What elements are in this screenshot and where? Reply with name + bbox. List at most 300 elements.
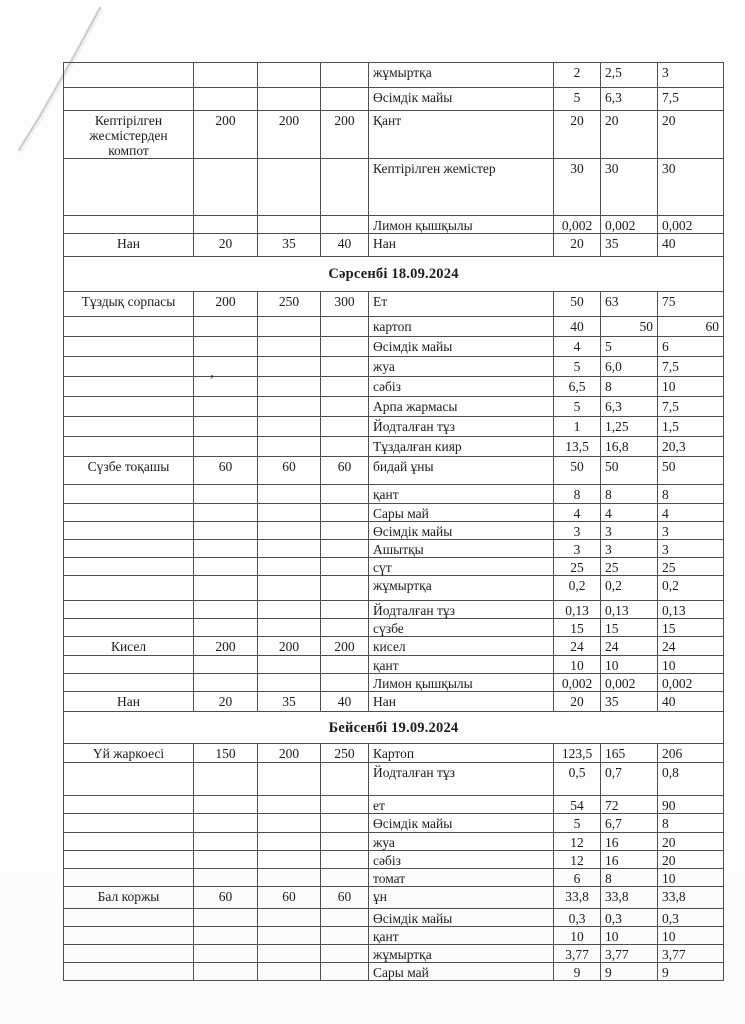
- table-row: [64, 619, 724, 637]
- portion-size-cell: [321, 317, 369, 337]
- table-row: [64, 357, 724, 377]
- portion-size-cell: [321, 656, 369, 674]
- table-row: [64, 575, 724, 600]
- table-row: [64, 908, 724, 926]
- portion-size-cell: [258, 485, 321, 503]
- portion-size-cell: [321, 908, 369, 926]
- quantity-cell: 0,002: [554, 674, 601, 692]
- table-row: [64, 674, 724, 692]
- portion-size-cell: 200: [258, 111, 321, 159]
- quantity-cell: 0,2: [554, 575, 601, 600]
- ingredient-name-cell: Кептірілген жемістер: [369, 159, 554, 216]
- ingredient-name-cell: сәбіз: [369, 850, 554, 868]
- quantity-cell: 60: [658, 317, 724, 337]
- dish-name-cell: [64, 63, 194, 88]
- portion-size-cell: [258, 927, 321, 945]
- quantity-cell: 9: [554, 963, 601, 981]
- portion-size-cell: [321, 619, 369, 637]
- portion-size-cell: 60: [194, 457, 258, 485]
- table-row: [64, 868, 724, 886]
- menu-table: [63, 62, 724, 981]
- quantity-cell: 16,8: [601, 437, 658, 457]
- table-row: [64, 557, 724, 575]
- ingredient-name-cell: Сары май: [369, 963, 554, 981]
- quantity-cell: 10: [658, 656, 724, 674]
- quantity-cell: 40: [658, 692, 724, 712]
- portion-size-cell: [258, 674, 321, 692]
- quantity-cell: 0,3: [601, 908, 658, 926]
- table-row: [64, 850, 724, 868]
- portion-size-cell: [258, 63, 321, 88]
- quantity-cell: 3,77: [658, 945, 724, 963]
- quantity-cell: 0,002: [658, 216, 724, 234]
- portion-size-cell: 60: [194, 886, 258, 908]
- table-row: [64, 692, 724, 712]
- portion-size-cell: [258, 437, 321, 457]
- dish-name-cell: [64, 575, 194, 600]
- quantity-cell: 30: [658, 159, 724, 216]
- portion-size-cell: [258, 159, 321, 216]
- portion-size-cell: [321, 557, 369, 575]
- quantity-cell: 90: [658, 795, 724, 813]
- quantity-cell: 6,5: [554, 377, 601, 397]
- table-row: [64, 963, 724, 981]
- table-row: [64, 762, 724, 795]
- quantity-cell: 7,5: [658, 88, 724, 111]
- ingredient-name-cell: Өсімдік майы: [369, 88, 554, 111]
- quantity-cell: 12: [554, 832, 601, 850]
- ingredient-name-cell: Лимон қышқылы: [369, 216, 554, 234]
- portion-size-cell: [321, 674, 369, 692]
- portion-size-cell: [321, 813, 369, 832]
- portion-size-cell: [321, 503, 369, 521]
- dish-name-cell: Нан: [64, 692, 194, 712]
- table-row: [64, 521, 724, 539]
- portion-size-cell: [194, 762, 258, 795]
- ingredient-name-cell: ет: [369, 795, 554, 813]
- quantity-cell: 75: [658, 292, 724, 317]
- dish-name-cell: [64, 521, 194, 539]
- menu-table-body: [64, 63, 724, 981]
- quantity-cell: 0,002: [554, 216, 601, 234]
- ingredient-name-cell: картоп: [369, 317, 554, 337]
- portion-size-cell: [258, 963, 321, 981]
- quantity-cell: 0,3: [658, 908, 724, 926]
- portion-size-cell: [194, 377, 258, 397]
- portion-size-cell: [194, 337, 258, 357]
- portion-size-cell: 200: [258, 637, 321, 656]
- portion-size-cell: [194, 813, 258, 832]
- quantity-cell: 0,5: [554, 762, 601, 795]
- portion-size-cell: [258, 850, 321, 868]
- portion-size-cell: [258, 557, 321, 575]
- dish-name-cell: [64, 945, 194, 963]
- quantity-cell: 1: [554, 417, 601, 437]
- portion-size-cell: [258, 762, 321, 795]
- quantity-cell: 123,5: [554, 744, 601, 762]
- portion-size-cell: [258, 503, 321, 521]
- dish-name-cell: [64, 539, 194, 557]
- quantity-cell: 10: [658, 868, 724, 886]
- quantity-cell: 16: [601, 832, 658, 850]
- portion-size-cell: [194, 63, 258, 88]
- ingredient-name-cell: Ет: [369, 292, 554, 317]
- ingredient-name-cell: томат: [369, 868, 554, 886]
- dish-name-cell: [64, 813, 194, 832]
- portion-size-cell: 200: [194, 111, 258, 159]
- portion-size-cell: [194, 927, 258, 945]
- portion-size-cell: [194, 963, 258, 981]
- portion-size-cell: 200: [258, 744, 321, 762]
- ingredient-name-cell: Сары май: [369, 503, 554, 521]
- portion-size-cell: [258, 417, 321, 437]
- quantity-cell: 9: [601, 963, 658, 981]
- quantity-cell: 33,8: [554, 886, 601, 908]
- table-row: [64, 927, 724, 945]
- table-row: [64, 417, 724, 437]
- quantity-cell: 10: [658, 377, 724, 397]
- quantity-cell: 20: [658, 111, 724, 159]
- portion-size-cell: [258, 813, 321, 832]
- quantity-cell: 5: [554, 813, 601, 832]
- ingredient-name-cell: жұмыртқа: [369, 63, 554, 88]
- portion-size-cell: [321, 762, 369, 795]
- quantity-cell: 25: [601, 557, 658, 575]
- portion-size-cell: [321, 600, 369, 618]
- portion-size-cell: [321, 417, 369, 437]
- portion-size-cell: [194, 619, 258, 637]
- ingredient-name-cell: Өсімдік майы: [369, 521, 554, 539]
- table-row: [64, 317, 724, 337]
- dish-name-cell: Кептірілген жесмістерден компот: [64, 111, 194, 159]
- quantity-cell: 25: [554, 557, 601, 575]
- quantity-cell: 6,7: [601, 813, 658, 832]
- ingredient-name-cell: Картоп: [369, 744, 554, 762]
- quantity-cell: 15: [658, 619, 724, 637]
- quantity-cell: 0,8: [658, 762, 724, 795]
- dish-name-cell: [64, 437, 194, 457]
- portion-size-cell: [321, 963, 369, 981]
- portion-size-cell: 40: [321, 692, 369, 712]
- table-row: [64, 63, 724, 88]
- quantity-cell: 4: [554, 503, 601, 521]
- portion-size-cell: 60: [321, 457, 369, 485]
- table-row: [64, 292, 724, 317]
- portion-size-cell: 200: [321, 637, 369, 656]
- ingredient-name-cell: Өсімдік майы: [369, 337, 554, 357]
- ink-mark-artifact: ,: [210, 365, 216, 381]
- quantity-cell: 35: [601, 234, 658, 257]
- dish-name-cell: [64, 377, 194, 397]
- portion-size-cell: 200: [321, 111, 369, 159]
- quantity-cell: 25: [658, 557, 724, 575]
- quantity-cell: 1,25: [601, 417, 658, 437]
- portion-size-cell: [258, 868, 321, 886]
- portion-size-cell: [194, 656, 258, 674]
- quantity-cell: 54: [554, 795, 601, 813]
- table-row: [64, 503, 724, 521]
- portion-size-cell: [194, 397, 258, 417]
- table-row: [64, 397, 724, 417]
- table-row: [64, 744, 724, 762]
- quantity-cell: 4: [554, 337, 601, 357]
- quantity-cell: 50: [601, 317, 658, 337]
- quantity-cell: 8: [601, 868, 658, 886]
- quantity-cell: 40: [658, 234, 724, 257]
- ingredient-name-cell: жұмыртқа: [369, 575, 554, 600]
- dish-name-cell: Тұздық сорпасы: [64, 292, 194, 317]
- quantity-cell: 0,002: [658, 674, 724, 692]
- ingredient-name-cell: Нан: [369, 692, 554, 712]
- portion-size-cell: [321, 945, 369, 963]
- table-row: [64, 234, 724, 257]
- table-row: [64, 216, 724, 234]
- quantity-cell: 12: [554, 850, 601, 868]
- quantity-cell: 10: [554, 927, 601, 945]
- portion-size-cell: [258, 619, 321, 637]
- dish-name-cell: [64, 397, 194, 417]
- ingredient-name-cell: Қант: [369, 111, 554, 159]
- portion-size-cell: [194, 868, 258, 886]
- quantity-cell: 3: [554, 521, 601, 539]
- portion-size-cell: 20: [194, 234, 258, 257]
- portion-size-cell: [194, 159, 258, 216]
- table-row: [64, 539, 724, 557]
- dish-name-cell: [64, 485, 194, 503]
- quantity-cell: 9: [658, 963, 724, 981]
- portion-size-cell: 250: [321, 744, 369, 762]
- portion-size-cell: [258, 88, 321, 111]
- quantity-cell: 3,77: [554, 945, 601, 963]
- ingredient-name-cell: сүзбе: [369, 619, 554, 637]
- quantity-cell: 8: [658, 813, 724, 832]
- quantity-cell: 0,7: [601, 762, 658, 795]
- quantity-cell: 20: [658, 850, 724, 868]
- portion-size-cell: [321, 485, 369, 503]
- ingredient-name-cell: қант: [369, 656, 554, 674]
- ingredient-name-cell: Тұздалған кияр: [369, 437, 554, 457]
- quantity-cell: 0,13: [554, 600, 601, 618]
- quantity-cell: 50: [601, 457, 658, 485]
- portion-size-cell: 60: [258, 886, 321, 908]
- dish-name-cell: [64, 963, 194, 981]
- portion-size-cell: [321, 795, 369, 813]
- quantity-cell: 1,5: [658, 417, 724, 437]
- quantity-cell: 30: [554, 159, 601, 216]
- quantity-cell: 50: [554, 292, 601, 317]
- dish-name-cell: Кисел: [64, 637, 194, 656]
- quantity-cell: 8: [554, 485, 601, 503]
- dish-name-cell: [64, 868, 194, 886]
- quantity-cell: 8: [601, 377, 658, 397]
- dish-name-cell: [64, 216, 194, 234]
- ingredient-name-cell: Арпа жармасы: [369, 397, 554, 417]
- table-row: [64, 159, 724, 216]
- table-row: [64, 832, 724, 850]
- portion-size-cell: 300: [321, 292, 369, 317]
- table-row: [64, 377, 724, 397]
- quantity-cell: 33,8: [658, 886, 724, 908]
- portion-size-cell: 35: [258, 692, 321, 712]
- portion-size-cell: [258, 357, 321, 377]
- dish-name-cell: [64, 337, 194, 357]
- quantity-cell: 10: [601, 927, 658, 945]
- portion-size-cell: 40: [321, 234, 369, 257]
- quantity-cell: 3: [554, 539, 601, 557]
- ingredient-name-cell: Өсімдік майы: [369, 908, 554, 926]
- table-row: [64, 600, 724, 618]
- portion-size-cell: [194, 417, 258, 437]
- quantity-cell: 20,3: [658, 437, 724, 457]
- dish-name-cell: [64, 908, 194, 926]
- quantity-cell: 30: [601, 159, 658, 216]
- table-row: [64, 656, 724, 674]
- portion-size-cell: [258, 656, 321, 674]
- ingredient-name-cell: сәбіз: [369, 377, 554, 397]
- quantity-cell: 16: [601, 850, 658, 868]
- quantity-cell: 5: [554, 88, 601, 111]
- portion-size-cell: [321, 337, 369, 357]
- portion-size-cell: [258, 832, 321, 850]
- portion-size-cell: [194, 216, 258, 234]
- portion-size-cell: [194, 437, 258, 457]
- portion-size-cell: [194, 795, 258, 813]
- ingredient-name-cell: Йодталған тұз: [369, 762, 554, 795]
- portion-size-cell: [321, 832, 369, 850]
- quantity-cell: 10: [658, 927, 724, 945]
- quantity-cell: 20: [658, 832, 724, 850]
- quantity-cell: 3: [601, 521, 658, 539]
- quantity-cell: 165: [601, 744, 658, 762]
- portion-size-cell: [321, 539, 369, 557]
- portion-size-cell: [258, 795, 321, 813]
- quantity-cell: 20: [554, 111, 601, 159]
- quantity-cell: 3: [601, 539, 658, 557]
- portion-size-cell: [258, 397, 321, 417]
- table-row: [64, 457, 724, 485]
- table-row: [64, 886, 724, 908]
- portion-size-cell: 200: [194, 292, 258, 317]
- portion-size-cell: [258, 317, 321, 337]
- portion-size-cell: [194, 485, 258, 503]
- quantity-cell: 7,5: [658, 397, 724, 417]
- dish-name-cell: [64, 417, 194, 437]
- portion-size-cell: [258, 600, 321, 618]
- quantity-cell: 20: [554, 692, 601, 712]
- quantity-cell: 4: [658, 503, 724, 521]
- quantity-cell: 2: [554, 63, 601, 88]
- quantity-cell: 63: [601, 292, 658, 317]
- quantity-cell: 8: [601, 485, 658, 503]
- ingredient-name-cell: бидай ұны: [369, 457, 554, 485]
- portion-size-cell: [194, 674, 258, 692]
- portion-size-cell: 20: [194, 692, 258, 712]
- portion-size-cell: [321, 357, 369, 377]
- ingredient-name-cell: Йодталған тұз: [369, 417, 554, 437]
- portion-size-cell: [258, 575, 321, 600]
- quantity-cell: 0,13: [601, 600, 658, 618]
- ingredient-name-cell: қант: [369, 485, 554, 503]
- dish-name-cell: [64, 357, 194, 377]
- quantity-cell: 6,3: [601, 88, 658, 111]
- portion-size-cell: [321, 397, 369, 417]
- dish-name-cell: [64, 927, 194, 945]
- table-row: [64, 437, 724, 457]
- ingredient-name-cell: сүт: [369, 557, 554, 575]
- day-header: Сәрсенбі 18.09.2024: [64, 257, 724, 292]
- dish-name-cell: [64, 795, 194, 813]
- portion-size-cell: [258, 377, 321, 397]
- day-header-row: [64, 712, 724, 744]
- ingredient-name-cell: Лимон қышқылы: [369, 674, 554, 692]
- portion-size-cell: [194, 908, 258, 926]
- quantity-cell: 3: [658, 539, 724, 557]
- table-row: [64, 337, 724, 357]
- portion-size-cell: 35: [258, 234, 321, 257]
- quantity-cell: 0,2: [658, 575, 724, 600]
- quantity-cell: 15: [554, 619, 601, 637]
- portion-size-cell: [321, 216, 369, 234]
- dish-name-cell: [64, 850, 194, 868]
- table-row: [64, 637, 724, 656]
- ingredient-name-cell: қант: [369, 927, 554, 945]
- day-header: Бейсенбі 19.09.2024: [64, 712, 724, 744]
- quantity-cell: 3,77: [601, 945, 658, 963]
- portion-size-cell: [258, 945, 321, 963]
- portion-size-cell: [194, 575, 258, 600]
- dish-name-cell: [64, 503, 194, 521]
- quantity-cell: 6: [658, 337, 724, 357]
- dish-name-cell: [64, 656, 194, 674]
- portion-size-cell: [321, 63, 369, 88]
- portion-size-cell: 200: [194, 637, 258, 656]
- quantity-cell: 20: [601, 111, 658, 159]
- portion-size-cell: [194, 850, 258, 868]
- quantity-cell: 3: [658, 521, 724, 539]
- quantity-cell: 8: [658, 485, 724, 503]
- quantity-cell: 33,8: [601, 886, 658, 908]
- table-row: [64, 485, 724, 503]
- dish-name-cell: Сүзбе тоқашы: [64, 457, 194, 485]
- ingredient-name-cell: Өсімдік майы: [369, 813, 554, 832]
- quantity-cell: 20: [554, 234, 601, 257]
- portion-size-cell: [258, 337, 321, 357]
- quantity-cell: 5: [554, 357, 601, 377]
- dish-name-cell: Үй жаркоесі: [64, 744, 194, 762]
- quantity-cell: 0,002: [601, 674, 658, 692]
- ingredient-name-cell: Нан: [369, 234, 554, 257]
- portion-size-cell: [194, 317, 258, 337]
- portion-size-cell: 60: [321, 886, 369, 908]
- ingredient-name-cell: ұн: [369, 886, 554, 908]
- portion-size-cell: [321, 88, 369, 111]
- portion-size-cell: [194, 88, 258, 111]
- quantity-cell: 13,5: [554, 437, 601, 457]
- quantity-cell: 40: [554, 317, 601, 337]
- quantity-cell: 206: [658, 744, 724, 762]
- dish-name-cell: [64, 600, 194, 618]
- portion-size-cell: [258, 521, 321, 539]
- portion-size-cell: [321, 159, 369, 216]
- portion-size-cell: [321, 575, 369, 600]
- portion-size-cell: 60: [258, 457, 321, 485]
- quantity-cell: 50: [658, 457, 724, 485]
- quantity-cell: 7,5: [658, 357, 724, 377]
- quantity-cell: 2,5: [601, 63, 658, 88]
- dish-name-cell: [64, 832, 194, 850]
- quantity-cell: 6,3: [601, 397, 658, 417]
- quantity-cell: 0,2: [601, 575, 658, 600]
